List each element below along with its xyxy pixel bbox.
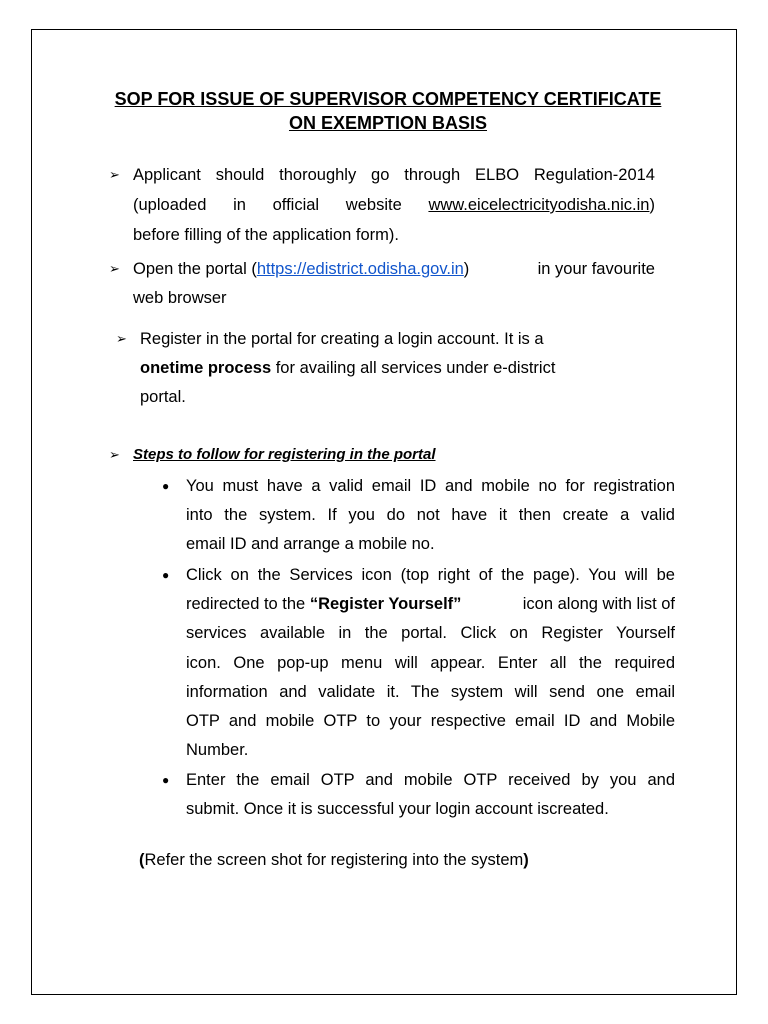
point2-tail-text: in your favourite [537,260,655,278]
step2-post-text: icon along with list of [522,595,675,613]
step1-line1: You must have a valid email ID and mobile no for registration [186,477,675,495]
step3-line1: Enter the email OTP and mobile OTP received by you and [186,771,675,789]
point2-open-text: Open the portal ( [133,260,257,278]
page-title-line-2: ON EXEMPTION BASIS [288,113,488,133]
step2-line3: services available in the portal. Click on Register Yourself [186,624,675,642]
point1-line1: Applicant should thoroughly go through ELBO Regulation-2014 [133,166,655,184]
onetime-process-bold: onetime process [140,359,272,377]
point3-line3: portal. [140,388,186,406]
point3-line1: Register in the portal for creating a login account. It is a [140,330,544,348]
point1-word: website [345,196,402,214]
point1-word: official [272,196,320,214]
step1-line3: email ID and arrange a mobile no. [186,535,435,553]
steps-heading: Steps to follow for registering in the portal [133,446,436,463]
point1-line3: before filling of the application form). [133,226,399,244]
bullet-dot-icon: ● [162,773,170,787]
page-title-line-1: SOP FOR ISSUE OF SUPERVISOR COMPETENCY CERTIFICATE [114,89,662,109]
step2-pre-text: redirected to the [186,595,310,613]
step2-redirected-group [186,594,461,614]
point2-line2: web browser [133,289,227,307]
step2-line2 [186,594,675,614]
arrow-bullet-icon: ➢ [109,447,120,462]
point1-word: in [233,196,246,214]
arrow-bullet-icon: ➢ [109,261,120,276]
note-open-paren: ( [139,851,145,869]
arrow-bullet-icon: ➢ [116,331,127,346]
point3-line2 [140,358,555,378]
website-link[interactable]: www.eicelectricityodisha.nic.in [428,196,650,214]
step2-line6: OTP and mobile OTP to your respective email ID and Mobile [186,712,675,730]
point2-close-paren: ) [463,260,470,278]
step3-line2: submit. Once it is successful your login account iscreated. [186,800,609,818]
step2-line5: information and validate it. The system will send one email [186,683,675,701]
arrow-bullet-icon: ➢ [109,167,120,182]
note-text: Refer the screen shot for registering into the system [144,851,524,869]
step2-line7: Number. [186,741,249,759]
screenshot-note [139,850,529,870]
point1-line2 [133,195,655,215]
step1-line2: into the system. If you do not have it then create a valid [186,506,675,524]
bullet-dot-icon: ● [162,568,170,582]
note-close-paren: ) [523,851,529,869]
step2-line4: icon. One pop-up menu will appear. Enter all the required [186,654,675,672]
register-yourself-bold: “Register Yourself” [309,595,462,613]
portal-link[interactable]: https://edistrict.odisha.gov.in [256,260,464,278]
point1-website-group [428,195,655,215]
point3-line2-rest: for availing all services under e-district [271,359,556,377]
step2-line1: Click on the Services icon (top right of the page). You will be [186,566,675,584]
point2-portal-group [133,259,469,279]
point1-word: (uploaded [133,196,207,214]
bullet-dot-icon: ● [162,479,170,493]
point1-close-paren: ) [649,196,655,214]
point2-line1 [133,259,655,279]
